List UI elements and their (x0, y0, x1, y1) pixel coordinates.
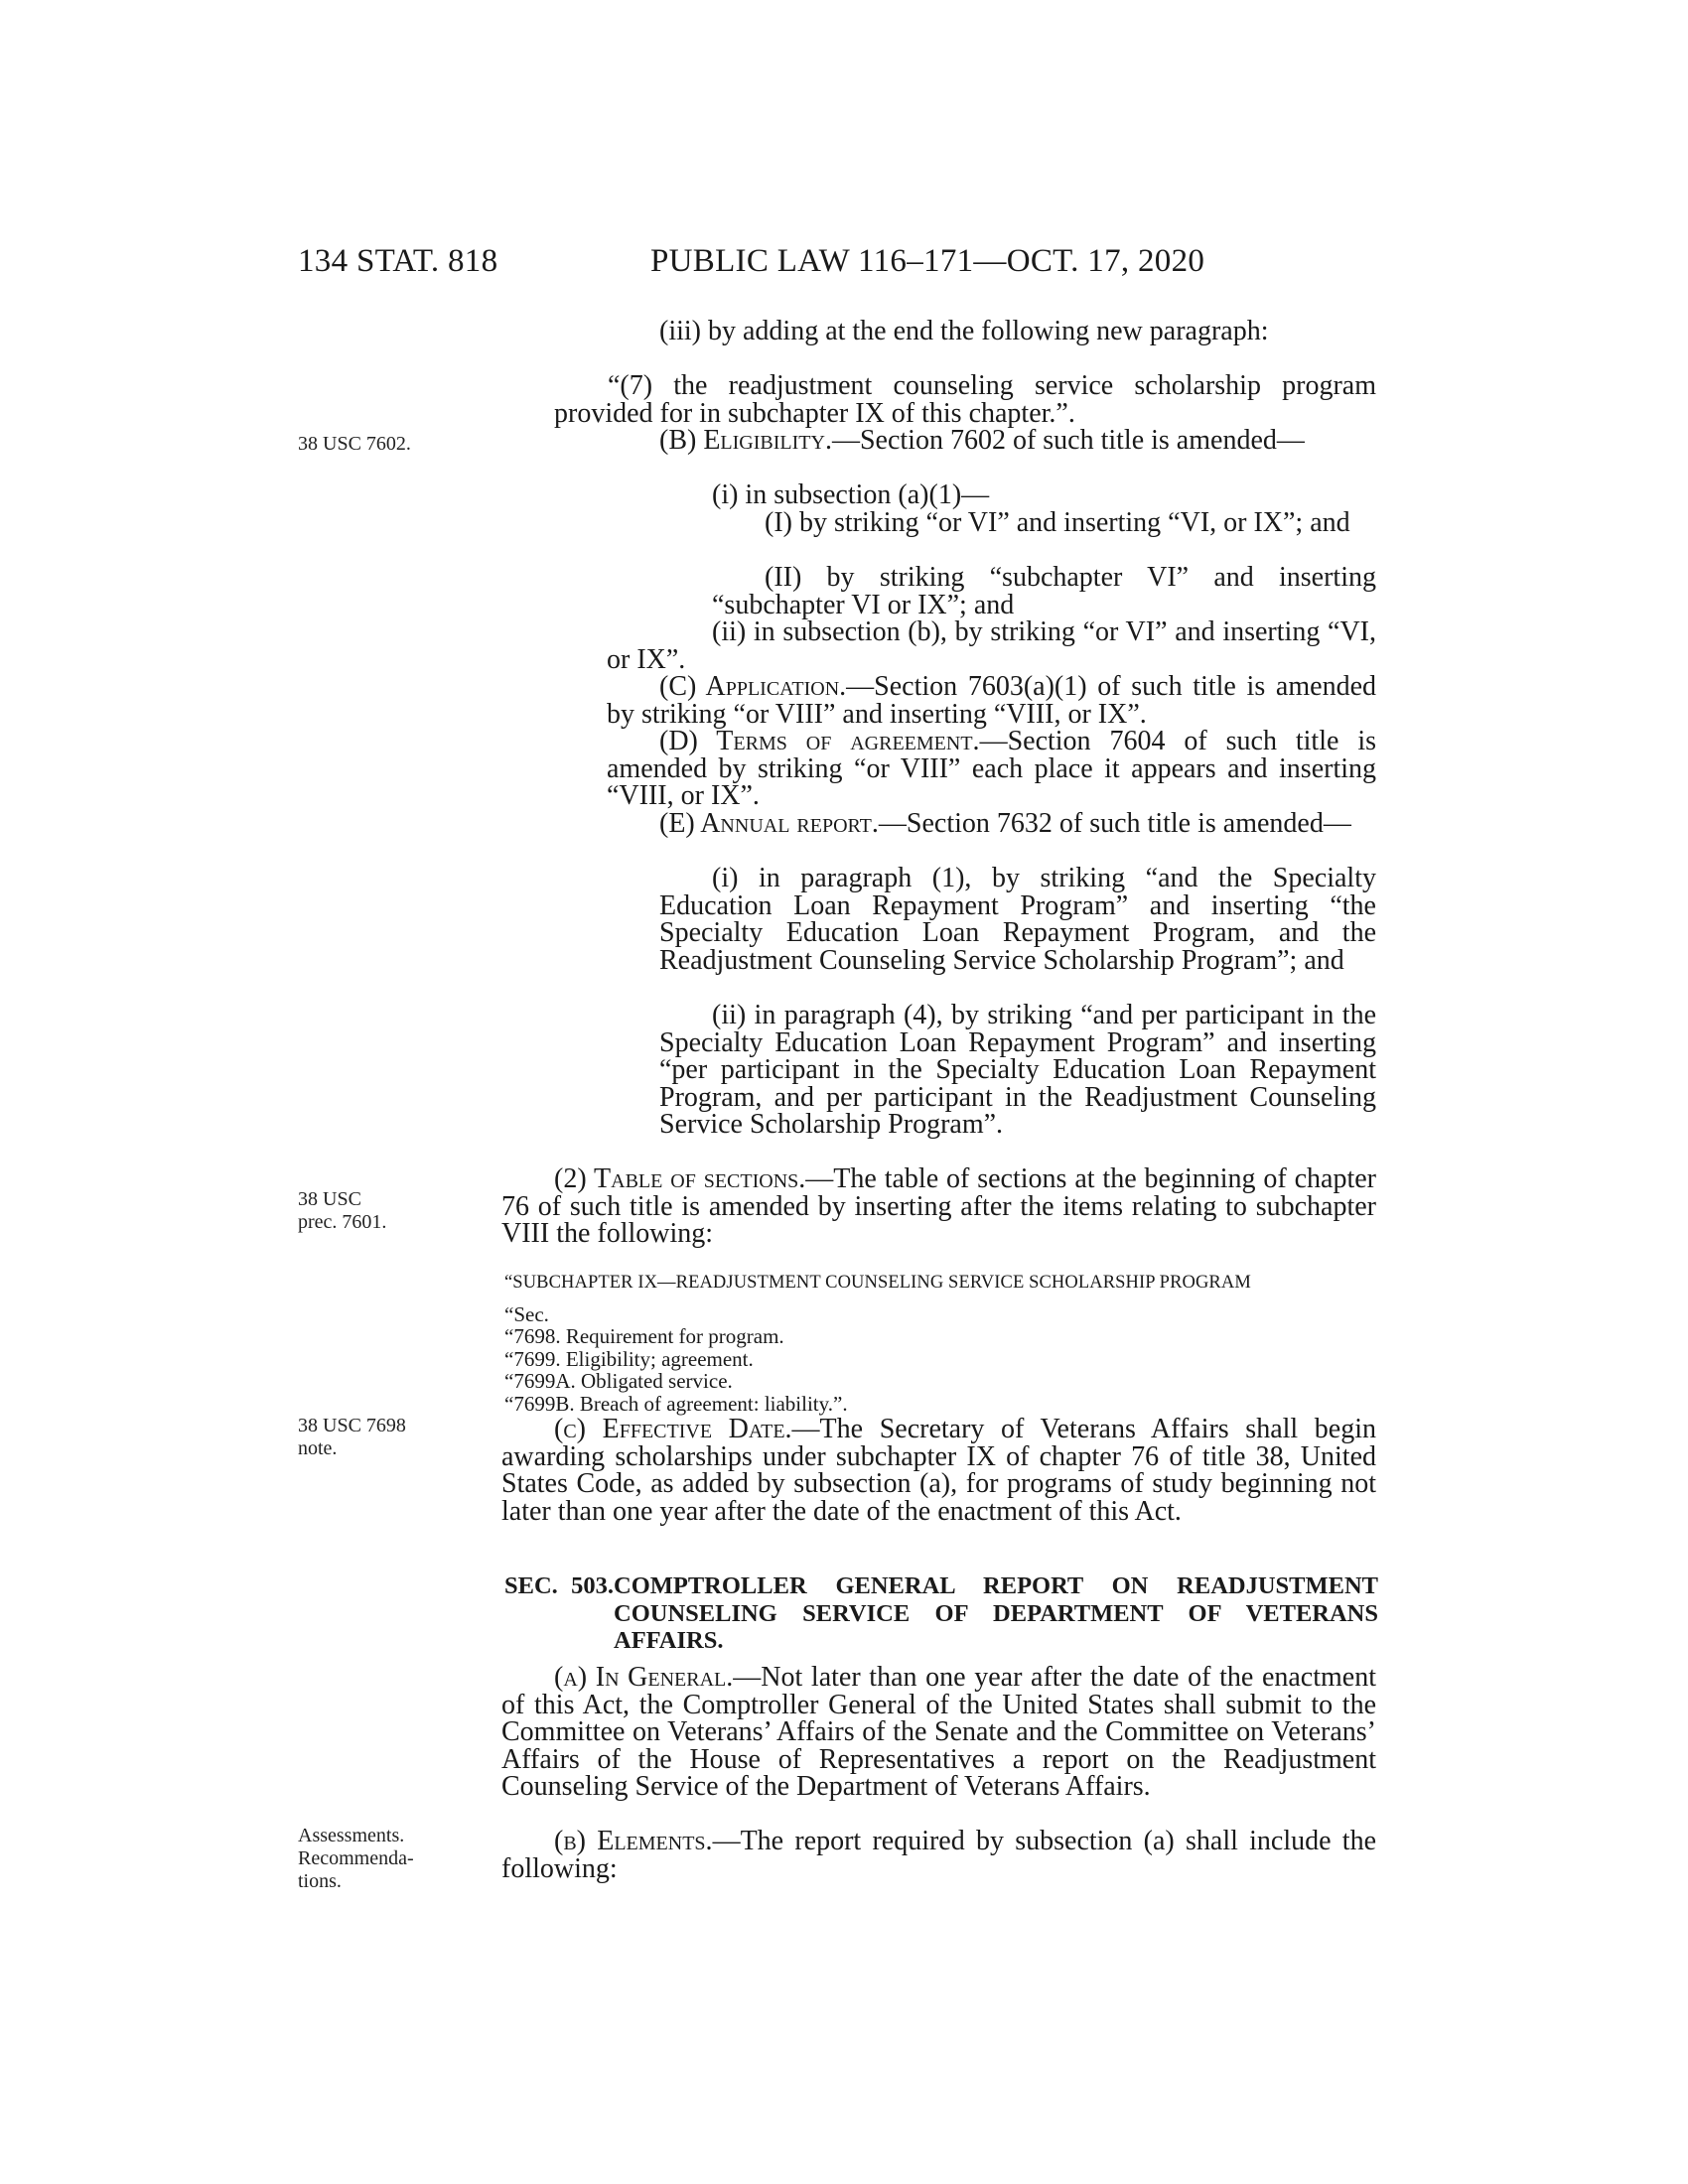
sec503-a-text: —Not later than one year after the date of the enactment of this Act, the Comptroller General of the United States shall submit to the Committee on Veterans’ Affairs of the Senate and the Committee on Veterans’ Affairs of the House of Representatives a report on the Readjustment Counseling Service of the Department of Veterans Affairs. (501, 1662, 1376, 1802)
paragraph-2-table-of-sections (501, 1165, 1376, 1248)
subpara-c-text: —Section 7603(a)(1) of such title is amended by striking “or VIII” and inserting “VIII, or IX”. (607, 671, 1376, 730)
subpara-c-heading: (C) Application. (659, 671, 847, 702)
section-503-heading (504, 1572, 1378, 1655)
clause-e-ii: (ii) in paragraph (4), by striking “and per participant in the Specialty Education Loan Repayment Program” and inserting “per participant in the Specialty Education Loan Repayment Program, and per participant in the Readjustment Counseling Service Scholarship Program”. (659, 1000, 1376, 1140)
subpara-e-heading: (E) Annual report. (659, 808, 879, 839)
margin-note-assessments (298, 1825, 414, 1893)
paragraph-2-heading: (2) Table of sections. (554, 1163, 806, 1194)
page-title: PUBLIC LAW 116–171—OCT. 17, 2020 (650, 243, 1205, 279)
subpara-b-heading: (B) Eligibility. (659, 425, 832, 456)
subsection-c-heading: (c) Effective Date. (554, 1414, 792, 1444)
subpara-c-application (607, 673, 1376, 728)
sec503-subsection-b (501, 1828, 1376, 1882)
subclause-b-I: (I) by striking “or VI” and inserting “VI, or IX”; and (765, 507, 1350, 538)
subpara-d-heading: (D) Terms of agreement. (659, 726, 980, 756)
toc-subchapter-heading: “SUBCHAPTER IX—READJUSTMENT COUNSELING SERVICE SCHOLARSHIP PROGRAM (504, 1273, 1251, 1293)
margin-note-line: tions. (298, 1870, 342, 1892)
sec503-b-text: —The report required by subsection (a) shall include the following: (501, 1826, 1376, 1884)
margin-note-line: note. (298, 1437, 338, 1459)
margin-note-line: 38 USC (298, 1188, 361, 1210)
margin-note-38usc7602: 38 USC 7602. (298, 433, 411, 455)
page-reference: 134 STAT. 818 (298, 243, 498, 279)
toc-item: “7699A. Obligated service. (504, 1369, 733, 1394)
section-number: SEC. 503. (504, 1572, 614, 1599)
subpara-d-terms (607, 728, 1376, 810)
margin-note-line: Recommenda- (298, 1847, 414, 1869)
subpara-b-text: —Section 7602 of such title is amended— (831, 425, 1305, 456)
subsection-c-effective-date (501, 1416, 1376, 1525)
subpara-e-text: —Section 7632 of such title is amended— (878, 808, 1351, 839)
margin-note-line: prec. 7601. (298, 1211, 387, 1233)
sec503-subsection-a (501, 1664, 1376, 1801)
margin-note-38usc-prec7601 (298, 1188, 386, 1234)
clause-e-i: (i) in paragraph (1), by striking “and the Specialty Education Loan Repayment Program” and inserting “the Specialty Education Loan Repayment Program, and the Readjustment Counseling Service Scholarship Program”; and (659, 863, 1376, 976)
subpara-b-eligibility (607, 427, 1376, 455)
toc-item: “7699. Eligibility; agreement. (504, 1346, 754, 1371)
section-title-line-1: COMPTROLLER GENERAL REPORT ON READJUSTMENT (614, 1572, 1378, 1599)
section-title-line-3: AFFAIRS. (614, 1627, 724, 1654)
toc-item: “7699B. Breach of agreement: liability.”. (504, 1391, 848, 1416)
margin-note-line: Assessments. (298, 1825, 405, 1846)
subpara-d-text: —Section 7604 of such title is amended by striking “or VIII” each place it appears and inserting “VIII, or IX”. (607, 726, 1376, 811)
clause-b-i: (i) in subsection (a)(1)— (712, 479, 990, 510)
subpara-e-annual-report (607, 810, 1376, 838)
section-title-line-2: COUNSELING SERVICE OF DEPARTMENT OF VETERANS (614, 1599, 1378, 1627)
paragraph-2-text: —The table of sections at the beginning of chapter 76 of such title is amended by inserting after the items relating to subchapter VIII the following: (501, 1163, 1376, 1249)
clause-b-ii: (ii) in subsection (b), by striking “or VI” and inserting “VI, or IX”. (607, 616, 1376, 675)
clause-iii: (iii) by adding at the end the following new paragraph: (659, 316, 1269, 346)
paragraph-7-quote: “(7) the readjustment counseling service scholarship program provided for in subchapter IX of this chapter.”. (554, 370, 1376, 429)
margin-note-line: 38 USC 7698 (298, 1415, 406, 1436)
subsection-c-text: —The Secretary of Veterans Affairs shall begin awarding scholarships under subchapter IX of chapter 76 of title 38, United States Code, as added by subsection (a), for programs of study beginning not later than one year after the date of the enactment of this Act. (501, 1414, 1377, 1527)
sec503-a-heading: (a) In General. (554, 1662, 734, 1693)
section-heading-line (504, 1572, 1378, 1600)
toc-item: “7698. Requirement for program. (504, 1324, 784, 1349)
toc-list (504, 1303, 848, 1415)
margin-note-38usc7698 (298, 1415, 406, 1460)
sec503-b-heading: (b) Elements. (554, 1826, 713, 1856)
toc-item: “Sec. (504, 1302, 549, 1326)
subclause-b-II: (II) by striking “subchapter VI” and inserting “subchapter VI or IX”; and (712, 562, 1376, 620)
